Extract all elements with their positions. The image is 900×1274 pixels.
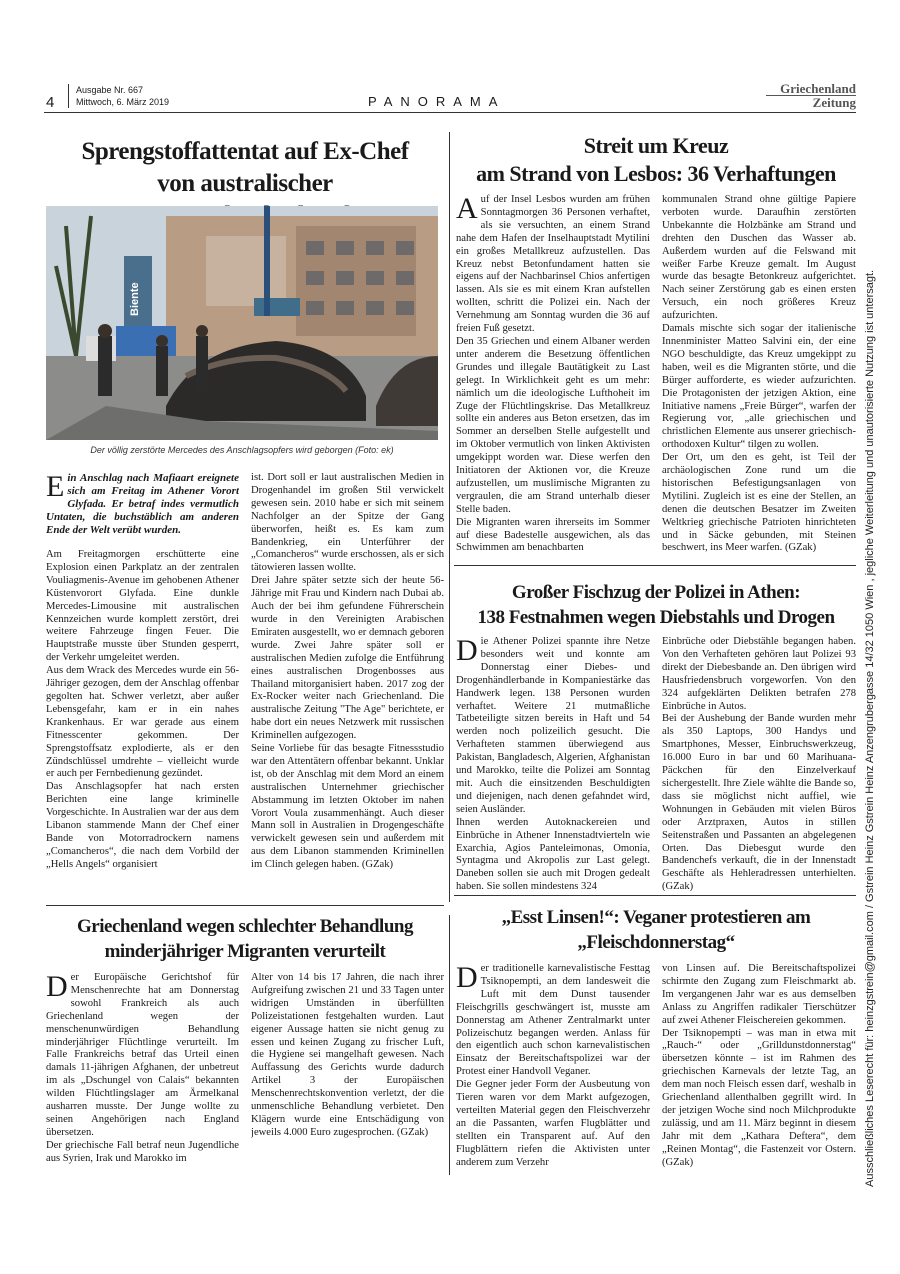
paragraph: Die Migranten waren ihrerseits im Sommer auf diese Badestelle ausgewichen, als das Schwimmen am benachbarten [456,516,650,554]
section-title: PANORAMA [368,94,506,109]
paragraph: Der Tsiknopempti – was man in etwa mit „Rauch-“ oder „Grilldunstdonnerstag“ übersetzen könnte – ist im Rahmen des griechischen Karnevals der letzte Tag, an dem man noch Fleisch essen darf, weshalb in Griechenland allenthalben gegrillt wird. In der jetzigen Woche sind noch Milchprodukte zulässig, und am 11. März beginnt in diesem Jahr mit dem „Kathara Deftera“, dem „Reinen Montag“, die Fastenzeit vor Ostern. (GZak) [662,1027,856,1168]
headline-line2: minderjähriger Migranten verurteilt [104,941,386,962]
logo-line1: Griechenland [780,81,856,96]
paragraph: Den 35 Griechen und einem Albaner werden unter anderem die Besetzung öffentlichen Grundes und illegale Bautätigkeit zu Last gelegt. In Wirklichkeit geht es um mehr: nämlich um die ideologische Lufthoheit im Zuge der Flüchtlingskrise. Das Metallkreuz sollte ein anderes aus Beton ersetzen, das im Sommer an derselben Stelle aufgestellt und im Oktober vermutlich von linken Aktivisten umgekippt worden war. Diese werfen den Initiatoren der Aktionen vor, die Kreuze aufzustellen, um muslimische Migranten zu vergraulen, die am Strand unterhalb dieser Stelle baden. [456,335,650,515]
paragraph: Bei der Aushebung der Bande wurden mehr als 350 Laptops, 300 Handys und Smartphones, Messer, Einbruchswerkzeug, 16.000 Euro in bar und 60 Marihuana-Päckchen für den Einzelverkauf sichergestellt. Ihre Ziele wählte die Bande so, dass sie möglichst nicht auffiel, wie Wohnungen in Gebäuden mit vielen Büros oder Arztpraxen, Autos in stillen Seitenstraßen und Passanten an abgelegenen Orten. Das Diebesgut wurde den Bandenchefs verkauft, die in der Innenstadt Geschäfte als Hehleradressen unterhielten. (GZak) [662,713,856,893]
paragraph: er Europäische Gerichtshof für Menschenrechte hat am Donnerstag sowohl Frankreich als auch Griechenland wegen der menschenunwürdigen Behandlung minderjähriger Flüchtlinge verurteilt. Im Falle Frankreichs betraf das Urteil einen damals 11-jährigen Afghanen, der unbetreut im als „Dschungel von Calais“ bekannten wilden Flüchtlingslager am Ärmelkanal ausharren musste. Der Junge wollte zu seinen Angehörigen nach England übersetzen. [46,972,239,1138]
paragraph: er traditionelle karnevalistische Festtag Tsiknopempti, an dem landesweit die Luft mit dem Dunst tausender Fleischgrills geschwängert ist, musste am Donnerstag am Athener Zentralmarkt unter Polizeischutz begangen werden. Anlass für den eigentlich auch schon karnevalistischen Einsatz der Bereitschaftspolizei war der Protest einer Handvoll Veganer. [456,963,650,1078]
paragraph: ie Athener Polizei spannte ihre Netze besonders weit und konnte am Donnerstag einer Diebes- und Drogenhändlerbande in Kompaniestärke das Handwerk legen. 138 Personen wurden verhaftet. Weitere 21 mutmaßliche Tatbeteiligte sitzen bereits in Haft und 54 werden noch polizeilich gesucht. Die Verhafteten stammen überwiegend aus Pakistan, Bangladesch, Algerien, Afghanistan und Marokko, teilte die Polizei am Sonntag mit. Auch die einsitzenden Beschuldigten und diejenigen, nach denen gefahndet wird, seien Ausländer. [456,636,650,815]
header-separator [68,84,69,108]
sign-text: Biente [129,282,141,316]
text-column-1 [456,194,650,555]
paragraph: Die Gegner jeder Form der Ausbeutung von Tieren waren vor dem Markt aufgezogen, verteilten Material gegen den Fleischverzehr an die Passanten, warfen Flugblätter und stellten ein Transparent auf. Auf den Flugblättern riefen die Aktivisten unter anderem zum Verzehr [456,1079,650,1168]
text-column-1 [46,972,239,1166]
headline [456,580,856,630]
drop-cap: A [456,194,478,225]
headline [46,914,444,964]
text-column-2 [662,636,856,894]
headline-line2: 138 Festnahmen wegen Diebstahls und Drogen [477,607,835,628]
article-divider-left [46,905,444,906]
issue-info [76,84,169,108]
article-sprengstoff-body [46,472,444,872]
paragraph: Ihnen werden Autoknackereien und Einbrüche in Athener Innenstadtvierteln wie Exarchia, Agios Panteleimonas, Omonia, Syntagma und Akropolis zur Last gelegt. Daneben sollen sie auch mit Drogen gedealt haben. Sie sollen mindestens 324 [456,816,650,893]
drop-cap: D [456,636,478,667]
headline-line1: Großer Fischzug der Polizei in Athen: [511,582,801,603]
text-column-2 [251,472,444,872]
text-column-1 [456,636,650,894]
paragraph: Das Anschlagsopfer hat nach ersten Berichten eine lange kriminelle Vorgeschichte. In Australien war der aus dem Libanon stammende Mann der Chef einer Bande von Motorradrockern namens „Comancheros“, die nach dem Vorbild der „Hells Angels“ organisiert [46,781,239,870]
text-column-2 [662,194,856,555]
headline: „Esst Linsen!“: Veganer protestieren am „Fleischdonnerstag“ [501,907,811,953]
headline-line2: am Strand von Lesbos: 36 Verhaftungen [476,161,836,186]
drop-cap: E [46,472,65,503]
headline-line1: Streit um Kreuz [583,133,729,158]
text-column-2 [251,972,444,1166]
issue-number: Ausgabe Nr. 667 [76,85,144,95]
drop-cap: D [46,972,68,1003]
lead-paragraph: Ein Anschlag nach Mafiaart ereignete sich am Freitag im Athener Vorort Glyfada. Er betraf indes vermutlich Untaten, die buchstäblich am anderen Ende der Welt verübt wurden. [46,472,239,536]
page-number: 4 [46,94,55,111]
drop-cap: D [456,963,478,994]
headline-line1: Sprengstoffattentat auf Ex-Chef [81,138,409,165]
paragraph: von Linsen auf. Die Bereitschaftspolizei schirmte den Zugang zum Fleischmarkt ab. Im vergangenen Jahr war es aus demselben Anlass zu Angriffen radikaler Tierschützer auf zwei Athener Fleischereien gekommen. [662,963,856,1026]
column-divider [449,132,450,902]
paragraph: kommunalen Strand ohne gültige Papiere verboten wurde. Daraufhin zerstörten Unbekannte die Holzbänke am Strand und drehten den Duschen das Wasser ab. Außerdem wurden auf die Felswand mit weißer Farbe Kreuze gemalt. Im August wurde das besagte Betonkreuz aufgerichtet. Nach seiner Zerstörung gab es einen ersten Versuch, ein noch größeres Kreuz aufzurichten. [662,194,856,322]
news-photo-wrecked-car [46,206,438,440]
photo-caption: Der völlig zerstörte Mercedes des Anschlagsopfers wird geborgen (Foto: ek) [90,445,394,455]
issue-date: Mittwoch, 6. März 2019 [76,97,170,107]
photo-illustration [46,206,438,440]
article-divider-right-2 [454,895,856,896]
paragraph: Damals mischte sich sogar der italienische Innenminister Matteo Salvini ein, der eine NGO beschuldigte, das Kreuz umgekippt zu haben, weil es die Migranten störte, und die Bürger aufforderte, es wieder aufzurichten. Die Protagonisten der jetzigen Aktion, eine Initiative namens „Freie Bürger“, warfen der Regierung vor, „alle griechischen und christlichen Elemente aus unserer griechisch-orthodoxen Kultur“ tilgen zu wollen. [662,323,856,451]
article-athen-polizei [456,580,856,893]
paragraph: uf der Insel Lesbos wurden am frühen Sonntagmorgen 36 Personen verhaftet, als sie versuchten, an einem Strand nahe dem Hafen der Inselhauptstadt Mytilini ein großes Metallkreuz aufzustellen. Das Kreuz nebst Betonfundament hatten sie eigens auf der Nachbarinsel Chios anfertigen lassen. Als sie es mit einem Kran aufstellen wollten, schritt die Polizei ein. Nach der Vernehmung am Sonntag wurden die 36 auf freien Fuß gesetzt. [456,194,650,335]
paragraph: Der griechische Fall betraf neun Jugendliche aus Syrien, Irak und Marokko im [46,1139,239,1164]
paragraph: Seine Vorliebe für das besagte Fitnessstudio war den Attentätern offenbar bekannt. Unklar ist, ob der Anschlag mit dem Mord an einem australischen Unternehmer griechischer Abstammung im letzten Oktober im nahen Vorort Voula zusammenhängt. Auch dieser Mann soll in Australien in Drogengeschäfte verwickelt gewesen sein und außerdem mit aus dem Libanon stammenden Kriminellen im Clinch gelegen haben. (GZak) [251,743,444,871]
article-migranten-urteil [46,914,444,1176]
text-column-2 [662,963,856,1170]
paragraph: Am Freitagmorgen erschütterte eine Explosion einen Parkplatz an der zentralen Vouliagmenis-Avenue im gehobenen Athener Küstenvorort Glyfada. Eine dunkle Mercedes-Limousine mit australischen Kennzeichen wurde komplett zerstört, drei weitere Fahrzeuge fingen Feuer. Die Hauptstraße musste über Stunden gesperrt, der Verkehr umgeleitet werden. [46,549,239,664]
paragraph: Alter von 14 bis 17 Jahren, die nach ihrer Aufgreifung zwischen 21 und 33 Tagen unter widrigen Umständen in überfüllten Polizeistationen festgehalten wurden. Laut eigener Aussage hatten sie nicht genug zu essen und keinen Zugang zu frischer Luft, die Hygiene sei mangelhaft gewesen. Nach Auffassung des Gerichts wurde dadurch Artikel 3 der Europäischen Menschenrechtskonvention verletzt, der die unmenschliche Behandlung verbietet. Den Klägern wurde eine Entschädigung von jeweils 4.000 Euro zugesprochen. (GZak) [251,972,444,1138]
headline-line1: Griechenland wegen schlechter Behandlung [77,916,413,937]
newspaper-logo [766,82,856,109]
license-notice: Ausschließliches Leserecht für: heinzgstrein@gmail.com / Gstrein Heinz Gstrein Heinz Anzengrubergasse 14/32 1050 Wien , jegliche Weiterleitung und unautorisierte Nutzung ist untersagt. [864,269,876,1187]
logo-line2: Zeitung [766,95,856,109]
headline-line2: von australischer [157,170,333,197]
paragraph: Der Ort, um den es geht, ist Teil der archäologischen Zone rund um die historischen Befestigungsanlagen von Mytilini. Zugleich ist es eine der Stellen, an denen die deutschen Besatzer im Zweiten Weltkrieg griechische Patrioten hinrichteten und in Säcke gebunden, mit Steinen beschwert, ins Meer warfen. (GZak) [662,452,856,554]
paragraph: Einbrüche oder Diebstähle begangen haben. Von den Verhafteten gehören laut Polizei 93 direkt der Diebesbande an. Den übrigen wird Hausfriedensbruch vorgeworfen. Von den 324 aufgeklärten Delikten betrafen 278 Einbrüche in Autos. [662,636,856,712]
paragraph: ist. Dort soll er laut australischen Medien in Drogenhandel im großen Stil verwickelt gewesen sein. 2010 habe er sich mit seinem Nachfolger an der Spitze der Gang überworfen, heißt es. Es kam zum Bandenkrieg, ein Unterführer der „Comancheros“ wurde erschossen, als er sich tätowieren lassen wollte. [251,472,444,574]
article-divider-right-1 [454,565,856,566]
article-veganer [456,905,856,1177]
paragraph: Aus dem Wrack des Mercedes wurde ein 56-Jähriger gezogen, dem der Anschlag offenbar gegolten hat. Schwer verletzt, aber außer Lebensgefahr, kam er in ein nahes Krankenhaus. Er war gerade aus einem Fitnesscenter gekommen. Der Sprengstoffsatz explodierte, als er den Zündschlüssel umdrehte – vielleicht wurde er auch per Fernbedienung gezündet. [46,665,239,780]
paragraph: Drei Jahre später setzte sich der heute 56-Jährige mit Frau und Kindern nach Dubai ab. Auch der bei ihm gefundene Führerschein wurde in den Vereinigten Arabischen Emiraten ausgestellt, wo er demnach geboren wurde. Zwei Jahre später soll er australischen Medien zufolge die Entführung eines australischen Drogenbosses aus Thailand mitorganisiert haben. 2017 zog der Ex-Rocker weiter nach Griechenland. Die australische Zeitung "The Age" berichtete, er habe dort ein neues Netzwerk mit russischen Kriminellen aufgezogen. [251,575,444,742]
article-lesbos [456,132,856,562]
text-column-1 [46,472,239,872]
headline [456,132,856,188]
text-column-1 [456,963,650,1170]
column-divider-bottom [449,915,450,1175]
header-rule [44,112,856,113]
